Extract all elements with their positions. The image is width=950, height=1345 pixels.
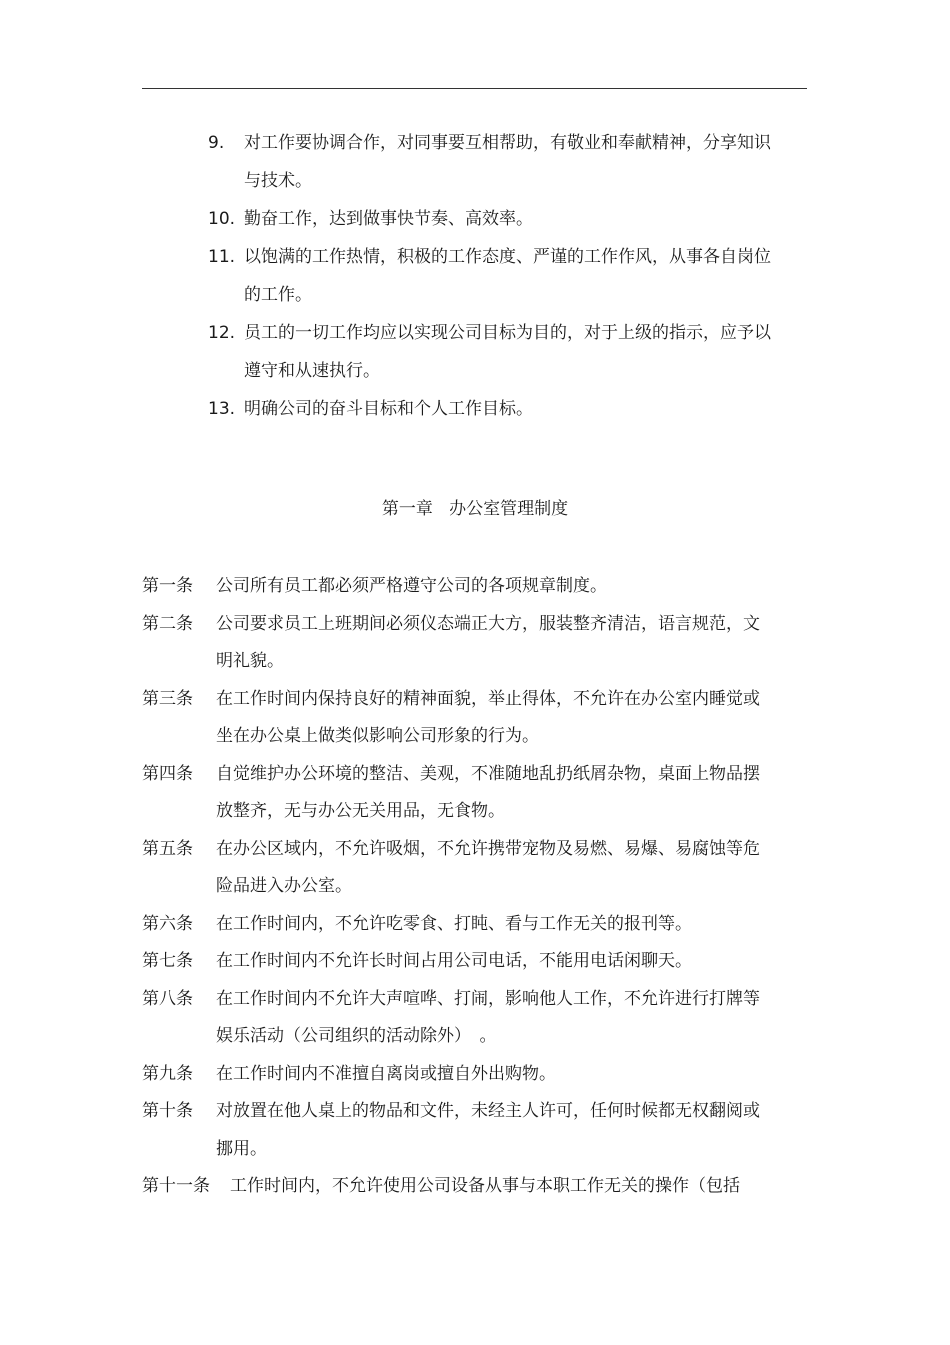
- list-item-text: 以饱满的工作热情，积极的工作态度、严谨的工作作风，从事各自岗位的工作。: [244, 247, 771, 305]
- article-label: 第二条: [142, 613, 193, 634]
- list-item-text: 员工的一切工作均应以实现公司目标为目的，对于上级的指示，应予以遵守和从速执行。: [244, 323, 771, 381]
- list-item-text: 对工作要协调合作，对同事要互相帮助，有敬业和奉献精神，分享知识与技术。: [244, 133, 771, 191]
- article-text: 在办公区域内，不允许吸烟，不允许携带宠物及易燃、易爆、易腐蚀等危险品进入办公室。: [216, 838, 760, 896]
- list-item-number: 11.: [208, 247, 236, 267]
- article-label: 第十条: [142, 1101, 193, 1121]
- article-label: 第十一条: [142, 1176, 210, 1196]
- article: [142, 981, 782, 1056]
- article-text: 在工作时间内不准擅自离岗或擅自外出购物。: [216, 1063, 556, 1084]
- list-item-number: 13.: [208, 399, 236, 419]
- article-label: 第九条: [142, 1063, 193, 1084]
- article: [142, 606, 782, 681]
- list-item: [208, 124, 771, 200]
- list-item-number: 12.: [208, 323, 236, 343]
- article: [142, 1056, 782, 1094]
- article-text: 自觉维护办公环境的整洁、美观，不准随地乱扔纸屑杂物，桌面上物品摆放整齐，无与办公无关用品，无食物。: [216, 763, 760, 821]
- article-text: 对放置在他人桌上的物品和文件，未经主人许可，任何时候都无权翻阅或挪用。: [216, 1101, 760, 1159]
- article: [142, 1093, 782, 1168]
- list-item-number: 9.: [208, 133, 225, 153]
- article-list: [142, 568, 782, 1206]
- article-label: 第三条: [142, 688, 193, 709]
- article: [142, 756, 782, 831]
- header-rule: [142, 88, 807, 89]
- article: [142, 906, 782, 944]
- numbered-list: [208, 124, 771, 428]
- article: [142, 943, 782, 981]
- article-text: 公司所有员工都必须严格遵守公司的各项规章制度。: [216, 576, 607, 596]
- article-label: 第五条: [142, 838, 193, 859]
- article-text: 工作时间内，不允许使用公司设备从事与本职工作无关的操作（包括: [230, 1176, 740, 1196]
- article-label: 第八条: [142, 988, 193, 1009]
- article-text: 在工作时间内保持良好的精神面貌，举止得体，不允许在办公室内睡觉或坐在办公桌上做类似影响公司形象的行为。: [216, 688, 760, 746]
- article: [142, 681, 782, 756]
- article-text: 在工作时间内不允许大声喧哗、打闹，影响他人工作，不允许进行打牌等娱乐活动（公司组织的活动除外） 。: [216, 988, 760, 1046]
- article: [142, 1168, 782, 1206]
- article-label: 第七条: [142, 951, 193, 971]
- list-item-text: 勤奋工作，达到做事快节奏、高效率。: [244, 209, 533, 229]
- list-item: [208, 238, 771, 314]
- list-item: [208, 314, 771, 390]
- article-label: 第一条: [142, 576, 193, 596]
- list-item: [208, 390, 768, 428]
- list-item-text: 明确公司的奋斗目标和个人工作目标。: [244, 399, 533, 419]
- article-text: 公司要求员工上班期间必须仪态端正大方，服装整齐清洁，语言规范，文明礼貌。: [216, 613, 760, 671]
- article-label: 第四条: [142, 763, 193, 784]
- article-label: 第六条: [142, 913, 193, 934]
- article: [142, 831, 782, 906]
- article: [142, 568, 782, 606]
- chapter-title: 办公室管理制度: [449, 499, 569, 519]
- article-text: 在工作时间内，不允许吃零食、打盹、看与工作无关的报刊等。: [216, 913, 692, 934]
- chapter-number: 第一章: [381, 499, 433, 519]
- list-item: [208, 200, 768, 238]
- chapter-heading: [0, 496, 950, 522]
- list-item-number: 10.: [208, 209, 236, 229]
- article-text: 在工作时间内不允许长时间占用公司电话，不能用电话闲聊天。: [216, 951, 692, 971]
